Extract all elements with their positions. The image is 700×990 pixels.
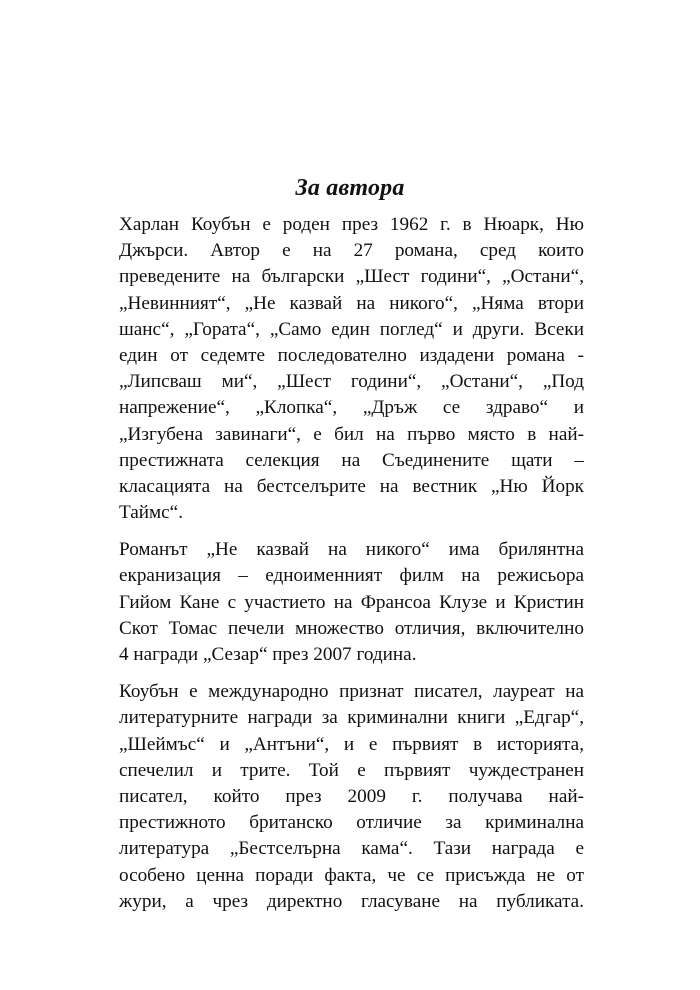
text-line: шанс“, „Гората“, „Само един поглед“ и други. Всеки: [119, 318, 584, 340]
text-line: Скот Томас печели множество отличия, включително: [119, 617, 584, 639]
text-line: Таймс“.: [119, 502, 183, 524]
text-line: жури, а чрез директно гласуване на публиката.: [119, 890, 584, 912]
text-line: литература „Бестселърна кама“. Тази награда е: [119, 838, 584, 860]
page-title: За автора: [295, 175, 405, 201]
text-line: литературните награди за криминални книги „Едгар“,: [119, 707, 584, 729]
text-line: Харлан Коубън е роден през 1962 г. в Нюарк, Ню: [119, 214, 584, 235]
body-text: [119, 212, 584, 915]
text-line: Гийом Кане с участието на Франсоа Клузе и Кристин: [119, 591, 584, 613]
text-line: „Липсваш ми“, „Шест години“, „Остани“, „Под: [119, 371, 584, 393]
text-line: „Изгубена завинаги“, е бил на първо място в най-: [119, 423, 584, 445]
paragraph-gap: [119, 668, 584, 679]
text-line: писател, който през 2009 г. получава най-: [119, 785, 584, 807]
paragraph-2: [119, 537, 584, 668]
text-line: спечелил и трите. Той е първият чуждестранен: [119, 759, 584, 781]
paragraph-1: [119, 212, 584, 526]
text-line: класацията на бестселърите на вестник „Ню Йорк: [119, 475, 584, 497]
text-line: престижната селекция на Съединените щати –: [119, 449, 584, 471]
text-line: Коубън е международно признат писател, лауреат на: [119, 681, 584, 703]
text-line: престижното британско отличие за криминална: [119, 812, 584, 834]
paragraph-3: [119, 679, 584, 915]
text-line: особено ценна поради факта, че се присъжда не от: [119, 864, 584, 886]
text-line: екранизация – едноименният филм на режисьора: [119, 565, 584, 587]
text-line: напрежение“, „Клопка“, „Дръж се здраво“ и: [119, 397, 584, 419]
text-line: „Шеймъс“ и „Антъни“, и е първият в историята,: [119, 733, 584, 755]
paragraph-gap: [119, 526, 584, 537]
text-line: Джърси. Автор е на 27 романа, сред които: [119, 240, 584, 262]
text-line: „Невинният“, „Не казвай на никого“, „Няма втори: [119, 292, 584, 314]
text-line: един от седемте последователно издадени романа -: [119, 344, 584, 366]
text-line: преведените на български „Шест години“, „Остани“,: [119, 266, 584, 288]
text-line: 4 награди „Сезар“ през 2007 година.: [119, 644, 417, 665]
text-line: Романът „Не казвай на никого“ има брилянтна: [119, 539, 584, 561]
